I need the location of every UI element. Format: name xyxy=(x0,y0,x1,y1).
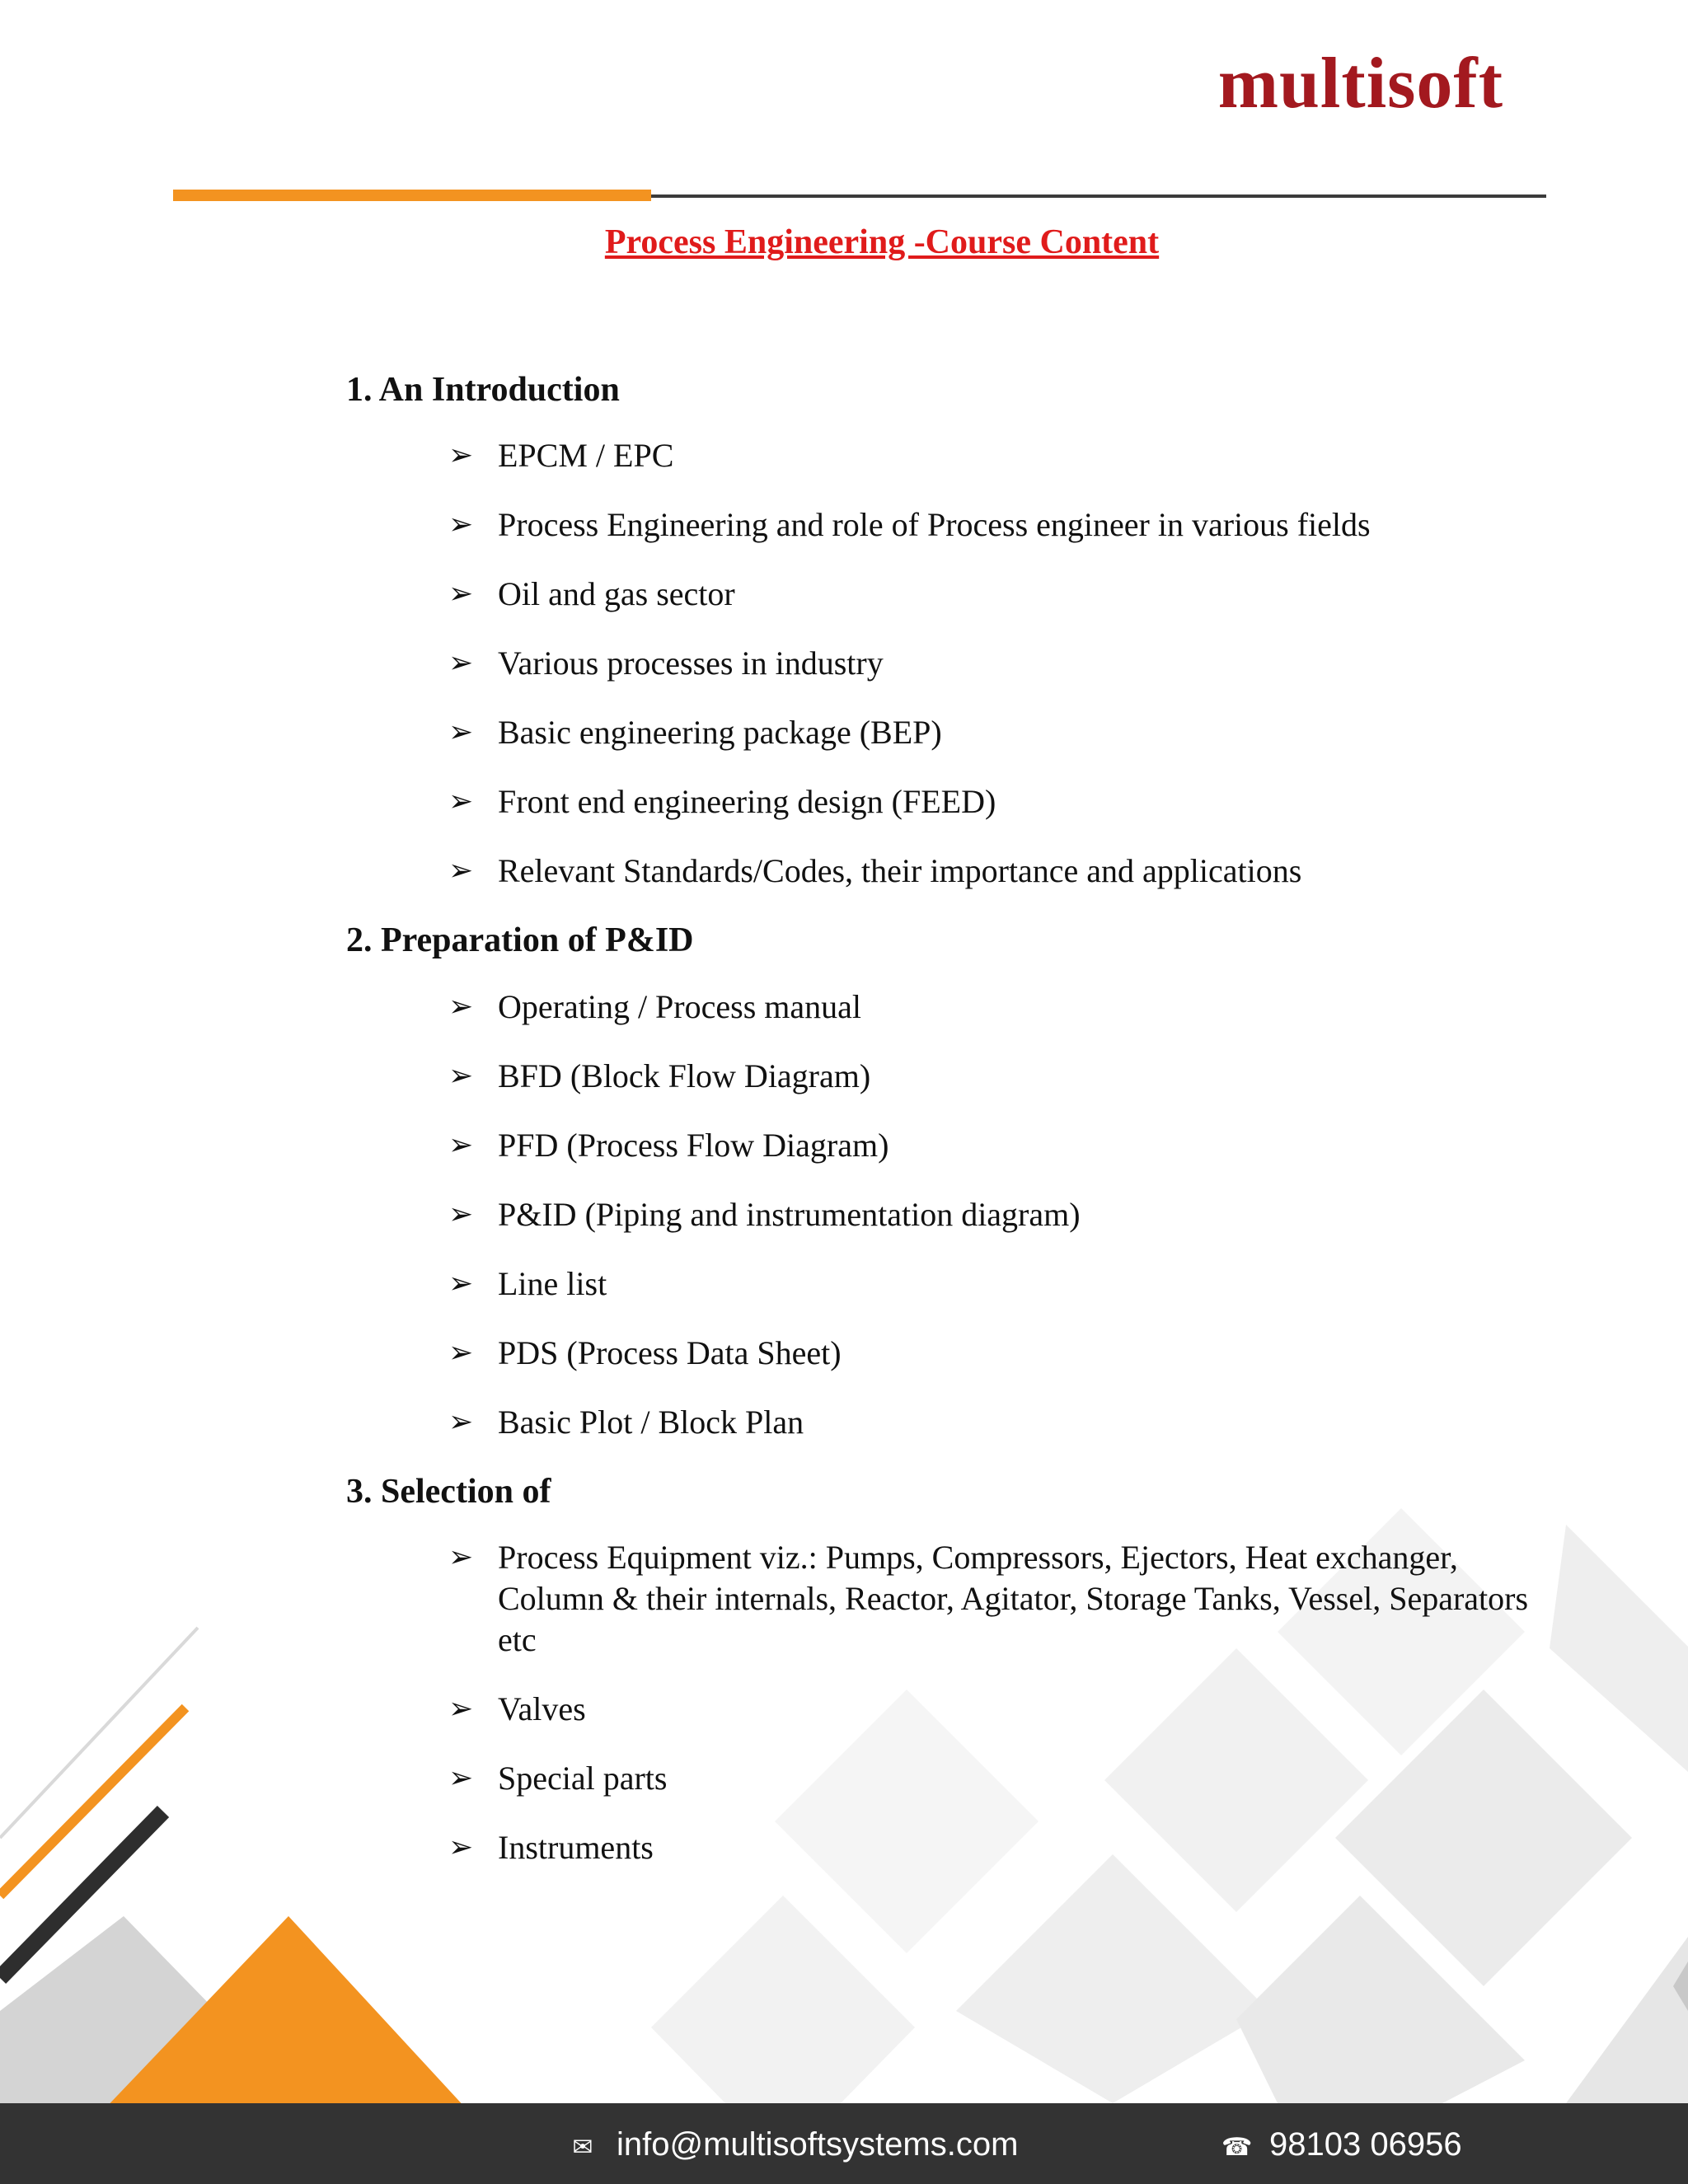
arrow-bullet-icon: ➢ xyxy=(448,646,474,681)
envelope-icon: ✉ xyxy=(572,2134,593,2161)
phone-text[interactable]: 98103 06956 xyxy=(1269,2126,1462,2163)
list-item: ➢ Process Engineering and role of Process engineer in various fields xyxy=(448,504,1566,546)
section-title: 2. Preparation of P&ID xyxy=(346,921,694,960)
arrow-bullet-icon: ➢ xyxy=(448,1197,474,1231)
list-item: ➢ Front end engineering design (FEED) xyxy=(448,781,1566,823)
arrow-bullet-icon: ➢ xyxy=(448,785,474,819)
list-item: ➢ Process Equipment viz.: Pumps, Compressors, Ejectors, Heat exchanger, Column & their internals, Reactor, Agitator, Storage Tanks, Vessel, Separators etc xyxy=(448,1539,1529,1659)
list-item: ➢ EPCM / EPC xyxy=(448,435,1566,476)
list-item: ➢ PFD (Process Flow Diagram) xyxy=(448,1125,1566,1166)
topic-list xyxy=(346,1537,1566,1868)
topic-list xyxy=(346,987,1566,1443)
list-item: ➢ Instruments xyxy=(448,1827,1566,1868)
arrow-bullet-icon: ➢ xyxy=(448,1404,474,1439)
list-item: ➢ Relevant Standards/Codes, their importance and applications xyxy=(448,851,1566,892)
list-item: ➢ Operating / Process manual xyxy=(448,987,1566,1028)
section-introduction xyxy=(346,369,1566,892)
list-item: ➢ Basic engineering package (BEP) xyxy=(448,712,1566,753)
arrow-bullet-icon: ➢ xyxy=(448,577,474,612)
topic-list xyxy=(346,435,1566,892)
header-rule-line xyxy=(651,194,1546,198)
arrow-bullet-icon: ➢ xyxy=(448,508,474,542)
section-pid-preparation xyxy=(346,920,1566,1442)
course-content xyxy=(346,369,1566,1896)
arrow-bullet-icon: ➢ xyxy=(448,854,474,888)
arrow-bullet-icon: ➢ xyxy=(448,1335,474,1370)
list-item: ➢ Valves xyxy=(448,1689,1566,1730)
footer-bar xyxy=(0,2103,1688,2184)
list-item: ➢ Special parts xyxy=(448,1758,1566,1799)
list-item: ➢ Basic Plot / Block Plan xyxy=(448,1402,1566,1443)
list-item: ➢ BFD (Block Flow Diagram) xyxy=(448,1056,1566,1097)
section-title: 1. An Introduction xyxy=(346,371,620,409)
header-rule-accent xyxy=(173,190,651,201)
arrow-bullet-icon: ➢ xyxy=(448,1761,474,1796)
section-title: 3. Selection of xyxy=(346,1472,551,1511)
arrow-bullet-icon: ➢ xyxy=(448,1830,474,1865)
list-item: ➢ P&ID (Piping and instrumentation diagram) xyxy=(448,1194,1566,1235)
arrow-bullet-icon: ➢ xyxy=(448,1127,474,1162)
arrow-bullet-icon: ➢ xyxy=(448,989,474,1024)
list-item: ➢ Oil and gas sector xyxy=(448,574,1566,615)
email-text[interactable]: info@multisoftsystems.com xyxy=(617,2126,1019,2163)
section-selection xyxy=(346,1471,1566,1868)
arrow-bullet-icon: ➢ xyxy=(448,1058,474,1093)
document-title: Process Engineering -Course Content xyxy=(604,223,1160,261)
phone-icon: ☎ xyxy=(1221,2134,1253,2161)
arrow-bullet-icon: ➢ xyxy=(448,1692,474,1727)
list-item: ➢ Line list xyxy=(448,1263,1566,1305)
footer-phone[interactable] xyxy=(1221,2121,1462,2171)
brand-logo: multisoft xyxy=(1217,44,1503,124)
footer-email[interactable] xyxy=(569,2121,1018,2171)
arrow-bullet-icon: ➢ xyxy=(448,1540,474,1575)
list-item: ➢ PDS (Process Data Sheet) xyxy=(448,1333,1566,1374)
arrow-bullet-icon: ➢ xyxy=(448,715,474,750)
arrow-bullet-icon: ➢ xyxy=(448,438,474,473)
list-item: ➢ Various processes in industry xyxy=(448,643,1566,684)
corner-stripes xyxy=(0,1628,198,1978)
arrow-bullet-icon: ➢ xyxy=(448,1266,474,1301)
